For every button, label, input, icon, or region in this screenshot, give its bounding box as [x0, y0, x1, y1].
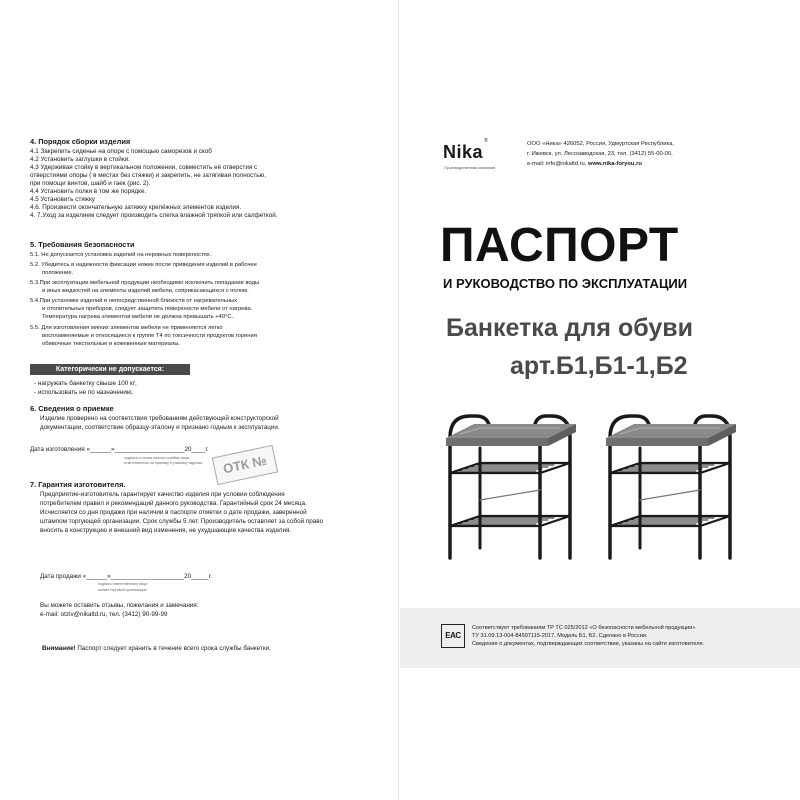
safety-line: 5.3.При эксплуатации мебельной продукции необходимо исключить попадание воды: [30, 280, 260, 286]
shoe-bench-illustration-left: [440, 408, 586, 568]
acceptance-line: Изделие проверено на соответствия требованиям действующей конструкторской: [40, 415, 279, 422]
product-name: Банкетка для обуви: [446, 314, 693, 342]
sale-date-note: подпись ответственного лица: [98, 582, 148, 586]
company-website: www.nika-foryou.ru: [587, 161, 642, 167]
assembly-line: 4.2 Установить заглушки в стойки.: [30, 156, 130, 163]
certification-line: ТУ 31.09.13-004-84597115-2017. Модель Б1, Б2. Сделано в России.: [472, 633, 648, 639]
shoe-bench-illustration-right: [600, 408, 746, 568]
warranty-line: штампом торгующей организации. Срок службы 5 лет. Производитель оставляет за собой право: [40, 518, 324, 525]
safety-line: воспламеняемые и относящиеся к группе Т4 по токсичности продуктов горения: [42, 333, 257, 339]
company-address: ООО «Ника» 426052, Россия, Удмуртская Республика,: [527, 141, 675, 147]
prohibited-line: - нагружать банкетку свыше 100 кг;: [34, 380, 137, 387]
otk-stamp: ОТК №: [212, 445, 278, 485]
eac-mark: EAC: [441, 624, 465, 648]
manufacture-date-line: Дата изготовления «______»____________________20____г.: [30, 446, 209, 453]
warranty-line: Исчисляется со дня продажи при наличии в паспорте отметки о дате продажи, заверенной: [40, 509, 307, 516]
acceptance-line: документации, соответствие образцу-эталону и признано годным к эксплуатации.: [40, 424, 280, 431]
assembly-line: 4.4 Установить полки в том же порядке.: [30, 188, 147, 195]
safety-line: обивочные текстильные и кожевенные материалы.: [42, 341, 181, 347]
attention-label: Внимание!: [42, 645, 76, 652]
sale-date-note: штамп торговой организации: [98, 588, 147, 592]
warranty-line: Предприятие-изготовитель гарантирует качество изделия при условии соблюдения: [40, 491, 285, 498]
attention-note: [42, 645, 271, 653]
safety-line: и иных жидкостей на элементы изделий мебели, соприкасающихся с полом.: [42, 288, 249, 294]
safety-line: 5.5. Для изготовления мягких элементов мебели не применяются легко: [30, 325, 223, 331]
attention-text: Паспорт следует хранить в течение всего срока службы банкетки.: [75, 645, 271, 652]
brand-logo: Nika: [443, 142, 484, 162]
product-article: арт.Б1,Б1-1,Б2: [510, 352, 688, 380]
brand-tagline: Производственная компания: [444, 166, 496, 170]
page-fold: [398, 0, 399, 800]
safety-line: Температура нагрева элементов мебели не должна превышать +40°С.: [42, 314, 234, 320]
assembly-line: при помощи винтов, шайб и гаек (рис. 2).: [30, 180, 151, 187]
registered-mark: ®: [484, 138, 488, 144]
document-subtitle: И РУКОВОДСТВО ПО ЭКСПЛУАТАЦИИ: [443, 276, 688, 291]
assembly-line: 4.1 Закрепить сиденье на опоре с помощью саморезов и скоб: [30, 148, 212, 155]
safety-line: и отопительных приборов, следует защитить поверхности мебели от нагрева.: [42, 306, 253, 312]
feedback-line: Вы можете оставить отзывы, пожелания и замечания:: [40, 602, 199, 609]
warranty-title: 7. Гарантия изготовителя.: [30, 480, 126, 489]
document-title: ПАСПОРТ: [440, 219, 679, 272]
manufacture-date-note: ответственного за приемку и упаковку изделия: [124, 461, 203, 465]
assembly-title: 4. Порядок сборки изделия: [30, 137, 131, 146]
warranty-line: вносить в конструкцию и внешний вид изменения, не ухудшающие качества изделия.: [40, 527, 292, 534]
safety-title: 5. Требования безопасности: [30, 240, 135, 249]
company-email: e-mail: info@nikaltd.ru,: [527, 161, 588, 167]
safety-line: 5.4.При установке изделий в непосредственной близости от нагревательных: [30, 298, 238, 304]
assembly-line: 4.3 Удерживая стойку в вертикальном положении, совместить её отверстия с: [30, 164, 258, 171]
prohibited-banner: Категорически не допускается:: [30, 364, 190, 375]
safety-line: 5.2. Убедитесь в надежности фиксации ножек после приведения изделий в рабочее: [30, 262, 257, 268]
manufacture-date-note: подпись и оттиск личного клейма лица,: [124, 456, 190, 460]
warranty-line: потребителем правил и рекомендаций данного руководства. Гарантийный срок 24 месяца.: [40, 500, 307, 507]
safety-line: 5.1. Не допускается установка изделий на неровных поверхностях.: [30, 252, 212, 258]
certification-line: Соответствует требованиям ТР ТС 025/2012 «О безопасности мебельной продукции»: [472, 625, 696, 631]
company-address: г. Ижевск, ул. Лесозаводская, 23, тел. (3412) 55-00-00,: [527, 151, 673, 157]
sale-date-line: Дата продажи «______»_____________________20_____г.: [40, 573, 212, 580]
assembly-line: 4.5 Установить стяжку: [30, 196, 95, 203]
assembly-line: 4. 7.Уход за изделием следует производить слегка влажной тряпкой или салфеткой.: [30, 212, 278, 219]
safety-line: положение.: [42, 270, 74, 276]
prohibited-line: - использовать не по назначению.: [34, 389, 134, 396]
feedback-contacts: e-mail: otziv@nikaltd.ru, тел. (3412) 90-99-99: [40, 611, 168, 618]
company-contacts: [527, 161, 642, 168]
acceptance-title: 6. Сведения о приемке: [30, 404, 114, 413]
assembly-line: отверстиями опоры ( в местах без стяжки) и закрепить, не затягивая полностью,: [30, 172, 266, 179]
certification-line: Сведения о документах, подтверждающих соответствие, указаны на сайте изготовителя.: [472, 641, 705, 647]
assembly-line: 4.6. Произвести окончательную затяжку крепёжных элементов изделия.: [30, 204, 242, 211]
